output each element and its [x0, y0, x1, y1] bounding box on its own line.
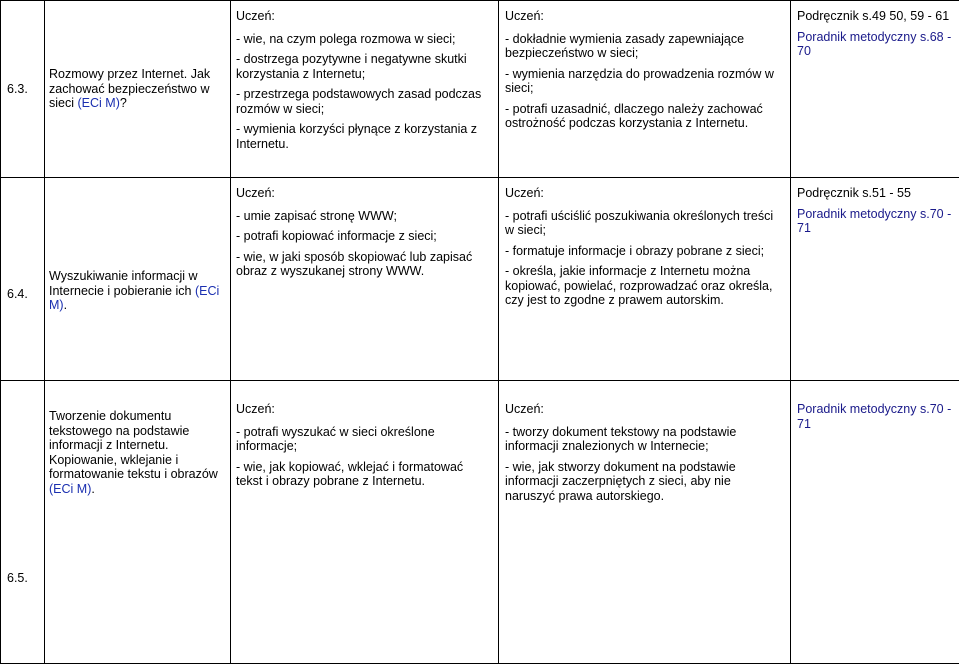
lesson-title [45, 381, 231, 664]
learner-heading: Uczeń: [505, 402, 784, 417]
basic-requirements [231, 1, 499, 178]
requirement-item: - wie, na czym polega rozmowa w sieci; [236, 32, 492, 47]
lesson-title [45, 1, 231, 178]
requirement-item: - określa, jakie informacje z Internetu można kopiować, powielać, rozprowadzać oraz określa, czy jest to zgodne z prawem autorskim. [505, 264, 784, 308]
requirement-item: - formatuje informacje i obrazy pobrane z sieci; [505, 244, 784, 259]
guide-reference: Poradnik metodyczny s.70 - 71 [797, 402, 955, 431]
table-row [1, 1, 959, 178]
lesson-title-text: Rozmowy przez Internet. Jak zachować bezpieczeństwo w sieci [49, 67, 210, 110]
table-row [1, 178, 959, 381]
references [791, 178, 959, 381]
requirement-item: - wie, jak stworzy dokument na podstawie informacji zaczerpniętych z sieci, aby nie naruszyć prawa autorskiego. [505, 460, 784, 504]
lesson-title-text: Tworzenie dokumentu tekstowego na podstawie informacji z Internetu. Kopiowanie, wklejanie i formatowanie tekstu i obrazów [49, 409, 218, 481]
ecim-tag: (ECi M) [49, 482, 91, 496]
textbook-reference: Podręcznik s.51 - 55 [797, 186, 955, 201]
lesson-title-suffix: . [91, 482, 94, 496]
lesson-title [45, 178, 231, 381]
requirement-item: - wie, jak kopiować, wklejać i formatować tekst i obrazy pobrane z Internetu. [236, 460, 492, 489]
requirement-item: - wymienia korzyści płynące z korzystania z Internetu. [236, 122, 492, 151]
basic-requirements [231, 381, 499, 664]
requirement-item: - potrafi wyszukać w sieci określone informacje; [236, 425, 492, 454]
learner-heading: Uczeń: [236, 9, 492, 24]
lesson-title-suffix: . [64, 298, 67, 312]
extended-requirements [499, 381, 791, 664]
requirement-item: - wie, w jaki sposób skopiować lub zapisać obraz z wyszukanej strony WWW. [236, 250, 492, 279]
requirement-item: - wymienia narzędzia do prowadzenia rozmów w sieci; [505, 67, 784, 96]
lesson-number [1, 178, 45, 381]
lesson-number-text: 6.5. [7, 571, 28, 585]
learner-heading: Uczeń: [236, 186, 492, 201]
requirement-item: - dokładnie wymienia zasady zapewniające bezpieczeństwo w sieci; [505, 32, 784, 61]
requirement-item: - dostrzega pozytywne i negatywne skutki korzystania z Internetu; [236, 52, 492, 81]
learner-heading: Uczeń: [505, 9, 784, 24]
ecim-tag: (ECi M) [49, 284, 219, 313]
references [791, 381, 959, 664]
extended-requirements [499, 178, 791, 381]
guide-reference: Poradnik metodyczny s.68 - 70 [797, 30, 955, 59]
lesson-title-suffix: ? [120, 96, 127, 110]
learner-heading: Uczeń: [505, 186, 784, 201]
lesson-number-text: 6.3. [7, 82, 28, 96]
requirement-item: - umie zapisać stronę WWW; [236, 209, 492, 224]
table-row [1, 381, 959, 664]
requirement-item: - przestrzega podstawowych zasad podczas rozmów w sieci; [236, 87, 492, 116]
lesson-number-text: 6.4. [7, 287, 28, 301]
guide-reference: Poradnik metodyczny s.70 - 71 [797, 207, 955, 236]
lesson-number [1, 381, 45, 664]
lesson-title-text: Wyszukiwanie informacji w Internecie i pobieranie ich [49, 269, 198, 298]
references [791, 1, 959, 178]
lesson-number [1, 1, 45, 178]
requirement-item: - potrafi uzasadnić, dlaczego należy zachować ostrożność podczas korzystania z Internetu. [505, 102, 784, 131]
ecim-tag: (ECi M) [78, 96, 120, 110]
requirement-item: - potrafi uściślić poszukiwania określonych treści w sieci; [505, 209, 784, 238]
basic-requirements [231, 178, 499, 381]
textbook-reference: Podręcznik s.49 50, 59 - 61 [797, 9, 955, 24]
requirement-item: - potrafi kopiować informacje z sieci; [236, 229, 492, 244]
learner-heading: Uczeń: [236, 402, 492, 417]
requirement-item: - tworzy dokument tekstowy na podstawie informacji znalezionych w Internecie; [505, 425, 784, 454]
extended-requirements [499, 1, 791, 178]
